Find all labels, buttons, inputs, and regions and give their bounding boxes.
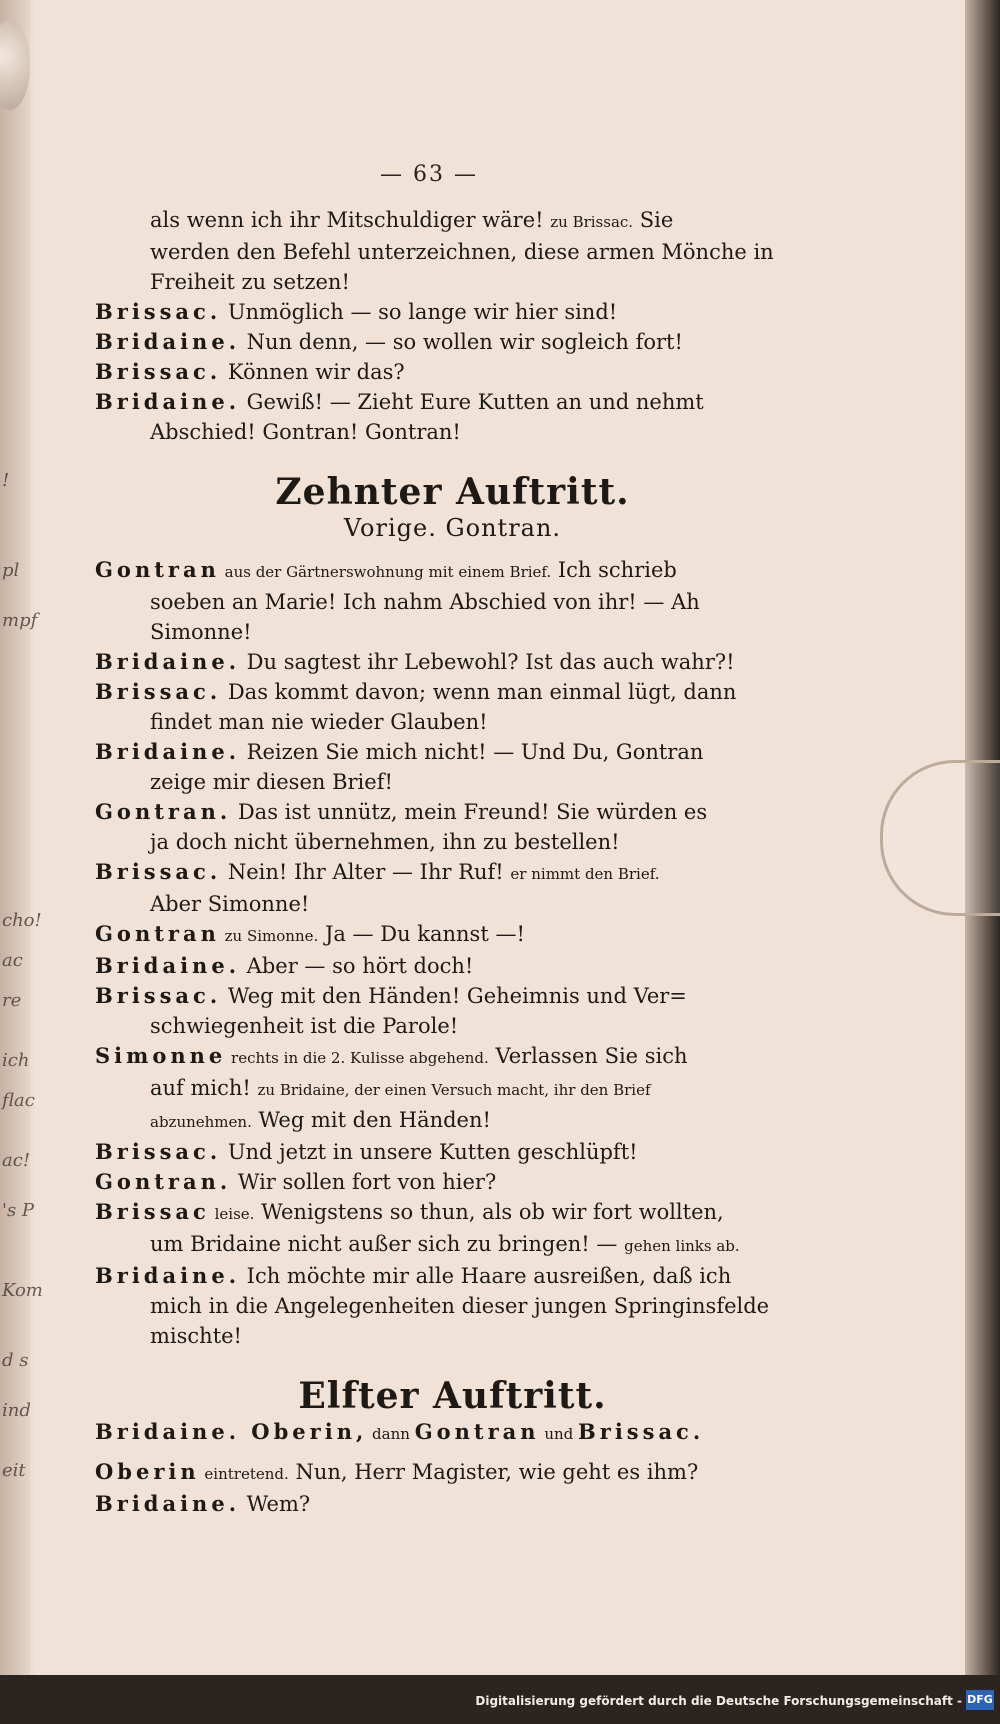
dialogue-line: [95, 707, 810, 737]
dialogue-text: Weg mit den Händen! Geheimnis und Ver=: [221, 984, 687, 1008]
speaker-name: Bridaine.: [95, 389, 240, 414]
speaker-name: Brissac.: [95, 359, 222, 384]
facing-page-fragment: ind: [2, 1400, 31, 1421]
dialogue-line: [95, 1137, 810, 1167]
dialogue-text: findet man nie wieder Glauben!: [150, 710, 488, 734]
dialogue-line: [95, 617, 810, 647]
facing-page-fragment: ich: [2, 1050, 30, 1071]
stage-direction: er nimmt den Brief.: [510, 865, 660, 883]
speaker-name: Oberin: [95, 1459, 200, 1484]
dialogue-text: Nun, Herr Magister, wie geht es ihm?: [288, 1460, 699, 1484]
stage-direction: eintretend.: [199, 1465, 289, 1483]
dialogue-line: [95, 555, 810, 587]
facing-page-fragment: 's P: [2, 1200, 35, 1221]
dialogue-text: auf mich!: [150, 1076, 258, 1100]
speaker-name: Brissac.: [95, 679, 222, 704]
scene-heading: Elfter Auftritt.: [298, 1375, 607, 1417]
dialogue-line: [95, 919, 810, 951]
dialogue-line: [95, 1105, 810, 1137]
dialogue-text: zeige mir diesen Brief!: [150, 770, 393, 794]
dialogue-text: ja doch nicht übernehmen, ihn zu bestellen!: [150, 830, 620, 854]
speaker-name: Bridaine.: [95, 953, 240, 978]
speaker-name: Gontran: [95, 557, 220, 582]
scene-cast: Bridaine. Oberin, dann Gontran und Brissac.: [95, 1419, 705, 1444]
dialogue-line: [95, 1457, 810, 1489]
facing-page-fragment: ac: [2, 950, 23, 971]
dialogue-line: [95, 587, 810, 617]
dialogue-text: Unmöglich — so lange wir hier sind!: [221, 300, 618, 324]
dialogue-text: Wir sollen fort von hier?: [231, 1170, 497, 1194]
dialogue-text: Ja — Du kannst —!: [318, 922, 525, 946]
dialogue-text: Sie: [633, 208, 674, 232]
speaker-name: Bridaine.: [95, 1491, 240, 1516]
page-number: — 63 —: [380, 162, 478, 187]
dialogue-line: [95, 267, 810, 297]
scene-cast: Vorige. Gontran.: [343, 514, 562, 542]
speaker-name: Brissac.: [95, 1139, 222, 1164]
dialogue-text: Aber Simonne!: [150, 892, 310, 916]
speaker-name: Bridaine.: [95, 329, 240, 354]
dialogue-line: [95, 797, 810, 827]
dialogue-line: [95, 1229, 810, 1261]
dialogue-text: Verlassen Sie sich: [488, 1044, 688, 1068]
dialogue-line: [95, 827, 810, 857]
dialogue-text: mich in die Angelegenheiten dieser jungen Springinsfelde: [150, 1294, 770, 1318]
speaker-name: Brissac: [95, 1199, 210, 1224]
dialogue-text: Können wir das?: [221, 360, 405, 384]
dialogue-text: Das ist unnütz, mein Freund! Sie würden es: [231, 800, 708, 824]
dialogue-line: [95, 1197, 810, 1229]
dialogue-line: [95, 205, 810, 237]
dialogue-text: soeben an Marie! Ich nahm Abschied von ihr! — Ah: [150, 590, 700, 614]
speaker-name: Brissac.: [95, 983, 222, 1008]
speaker-name: Gontran: [95, 921, 220, 946]
facing-page-fragment: cho!: [2, 910, 42, 931]
stage-direction: zu Brissac.: [550, 213, 634, 231]
dialogue-text: Aber — so hört doch!: [240, 954, 474, 978]
speaker-name: Gontran.: [95, 1169, 232, 1194]
dialogue-text: Nun denn, — so wollen wir sogleich fort!: [240, 330, 683, 354]
speaker-name: Bridaine.: [95, 1263, 240, 1288]
dialogue-line: [95, 767, 810, 797]
dialogue-line: [95, 237, 810, 267]
dialogue-line: [95, 737, 810, 767]
dialogue-line: [95, 1261, 810, 1291]
stage-direction: leise.: [209, 1205, 255, 1223]
dialogue-line: [95, 981, 810, 1011]
dialogue-text: als wenn ich ihr Mitschuldiger wäre!: [150, 208, 551, 232]
speaker-name: Brissac.: [95, 299, 222, 324]
dialogue-text: Das kommt davon; wenn man einmal lügt, dann: [221, 680, 737, 704]
scene-ten-dialogue: [95, 555, 810, 1351]
dialogue-text: Simonne!: [150, 620, 252, 644]
dialogue-line: [95, 1321, 810, 1351]
dfg-logo: DFG: [966, 1690, 994, 1710]
dialogue-line: [95, 1073, 810, 1105]
facing-page-fragment: !: [2, 470, 10, 491]
dialogue-line: [95, 647, 810, 677]
dialogue-text: Und jetzt in unsere Kutten geschlüpft!: [221, 1140, 638, 1164]
facing-page-edge: [0, 0, 30, 1680]
dialogue-line: [95, 857, 810, 889]
dialogue-text: Du sagtest ihr Lebewohl? Ist das auch wahr?!: [240, 650, 735, 674]
dialogue-line: [95, 889, 810, 919]
dialogue-line: [95, 951, 810, 981]
dialogue-line: [95, 1291, 810, 1321]
dialogue-text: Ich möchte mir alle Haare ausreißen, daß ich: [240, 1264, 732, 1288]
scene-eleven-dialogue: [95, 1457, 810, 1519]
dialogue-line: [95, 1011, 810, 1041]
stage-direction: zu Bridaine, der einen Versuch macht, ihr den Brief: [257, 1081, 651, 1099]
stage-direction: zu Simonne.: [219, 927, 319, 945]
dialogue-text: Wem?: [240, 1492, 311, 1516]
facing-page-fragment: ac!: [2, 1150, 31, 1171]
dialogue-text: Reizen Sie mich nicht! — Und Du, Gontran: [240, 740, 704, 764]
speaker-name: Brissac.: [95, 859, 222, 884]
dialogue-text: Abschied! Gontran! Gontran!: [150, 420, 461, 444]
dialogue-text: Wenigstens so thun, als ob wir fort wollten,: [254, 1200, 724, 1224]
speaker-name: Gontran.: [95, 799, 232, 824]
stage-direction: abzunehmen.: [150, 1113, 252, 1131]
dialogue-line: [95, 327, 810, 357]
dialogue-text: mischte!: [150, 1324, 242, 1348]
speaker-name: Simonne: [95, 1043, 227, 1068]
dialogue-line: [95, 417, 810, 447]
dialogue-text: Weg mit den Händen!: [251, 1108, 491, 1132]
play-text: [95, 205, 810, 1519]
dialogue-text: Gewiß! — Zieht Eure Kutten an und nehmt: [240, 390, 704, 414]
dialogue-text: um Bridaine nicht außer sich zu bringen! —: [150, 1232, 625, 1256]
stage-direction: rechts in die 2. Kulisse abgehend.: [226, 1049, 489, 1067]
facing-page-fragment: flac: [2, 1090, 35, 1111]
stage-direction: aus der Gärtnerswohnung mit einem Brief.: [219, 563, 552, 581]
facing-page-fragment: eit: [2, 1460, 26, 1481]
dialogue-text: Freiheit zu setzen!: [150, 270, 350, 294]
facing-page-fragment: re: [2, 990, 22, 1011]
scene-heading: Zehnter Auftritt.: [275, 471, 630, 513]
stage-direction: gehen links ab.: [624, 1237, 740, 1255]
facing-page-fragment: pl: [2, 560, 20, 581]
speaker-name: Bridaine.: [95, 739, 240, 764]
dialogue-text: werden den Befehl unterzeichnen, diese armen Mönche in: [150, 240, 774, 264]
scene-nine-ending: [95, 205, 810, 447]
facing-page-fragment: mpf: [2, 610, 38, 631]
dialogue-line: [95, 387, 810, 417]
dialogue-line: [95, 1167, 810, 1197]
dialogue-text: Ich schrieb: [551, 558, 677, 582]
dialogue-line: [95, 1489, 810, 1519]
dialogue-line: [95, 297, 810, 327]
dialogue-line: [95, 357, 810, 387]
dialogue-text: Nein! Ihr Alter — Ihr Ruf!: [221, 860, 511, 884]
dialogue-line: [95, 677, 810, 707]
speaker-name: Bridaine.: [95, 649, 240, 674]
dialogue-line: [95, 1041, 810, 1073]
facing-page-fragment: Kom: [2, 1280, 43, 1301]
dialogue-text: schwiegenheit ist die Parole!: [150, 1014, 459, 1038]
digitization-credit: Digitalisierung gefördert durch die Deutsche Forschungsgemeinschaft -: [475, 1694, 962, 1708]
facing-page-fragment: d s: [2, 1350, 29, 1371]
